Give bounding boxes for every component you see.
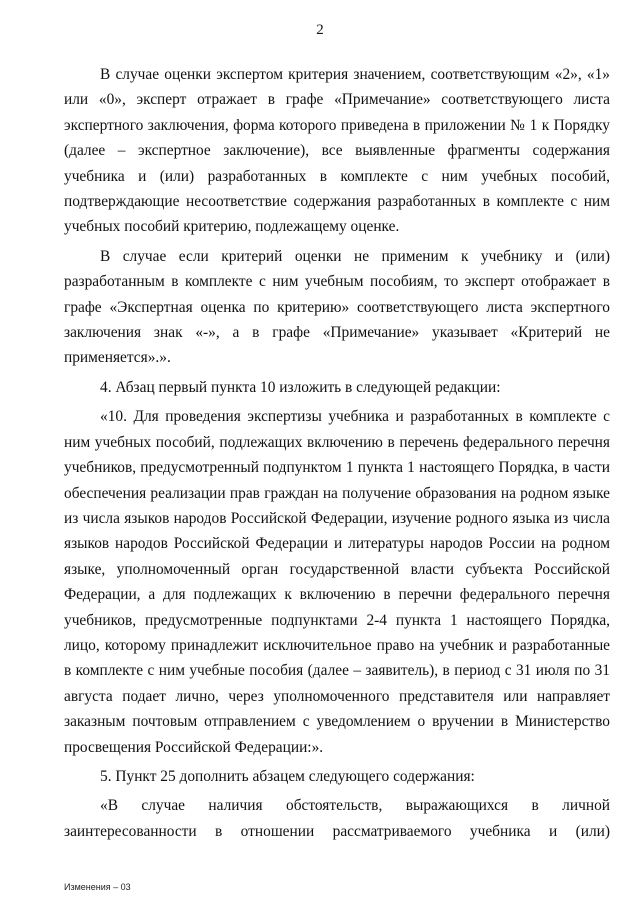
footer-note: Изменения – 03	[64, 882, 131, 892]
document-body	[64, 62, 610, 844]
paragraph-item-5: 5. Пункт 25 дополнить абзацем следующего содержания:	[100, 767, 475, 785]
page-number: 2	[316, 22, 324, 38]
paragraph-criterion-evaluation: В случае оценки экспертом критерия значением, соответствующим «2», «1» или «0», эксперт отражает в графе «Примечание» соответствующего листа экспертного заключения, форма которого приведена в приложении № 1 к Порядку (далее – экспертное заключение), все выявленные фрагменты содержания учебника и (или) разработанных в комплекте с ним учебных пособий, подтверждающие несоответствие содержания разработанных в комплекте с ним учебных пособий критерию, подлежащему оценке.	[64, 66, 610, 236]
paragraph-point-10: «10. Для проведения экспертизы учебника и разработанных в комплекте с ним учебных пособий, подлежащих включению в перечень федерального перечня учебников, предусмотренный подпунктом 1 пункта 1 настоящего Порядка, в части обеспечения реализации прав граждан на получение образования на родном языке из числа языков народов Российской Федерации, изучение родного языка из числа языков народов Российской Федерации и литературы народов России на родном языке, уполномоченный орган государственной власти субъекта Российской Федерации, а для подлежащих к включению в перечни федерального перечня учебников, предусмотренные подпунктами 2-4 пункта 1 настоящего Порядка, лицо, которому принадлежит исключительное право на учебник и разработанные в комплекте с ним учебные пособия (далее – заявитель), в период с 31 июля по 31 августа подает лично, через уполномоченного представителя или направляет заказным почтовым отправлением с уведомлением о вручении в Министерство просвещения Российской Федерации:».	[64, 408, 610, 756]
paragraph-item-4: 4. Абзац первый пункта 10 изложить в следующей редакции:	[100, 378, 501, 396]
paragraph-criterion-not-applicable: В случае если критерий оценки не применим к учебнику и (или) разработанным в комплекте с ним учебным пособиям, то эксперт отображает в графе «Экспертная оценка по критерию» соответствующего листа экспертного заключения знак «-», а в графе «Примечание» указывает «Критерий не применяется».».	[64, 247, 610, 367]
paragraph-point-25-addition: «В случае наличия обстоятельств, выражающихся в личной заинтересованности в отношении рассматриваемого учебника и (или)	[64, 797, 610, 840]
